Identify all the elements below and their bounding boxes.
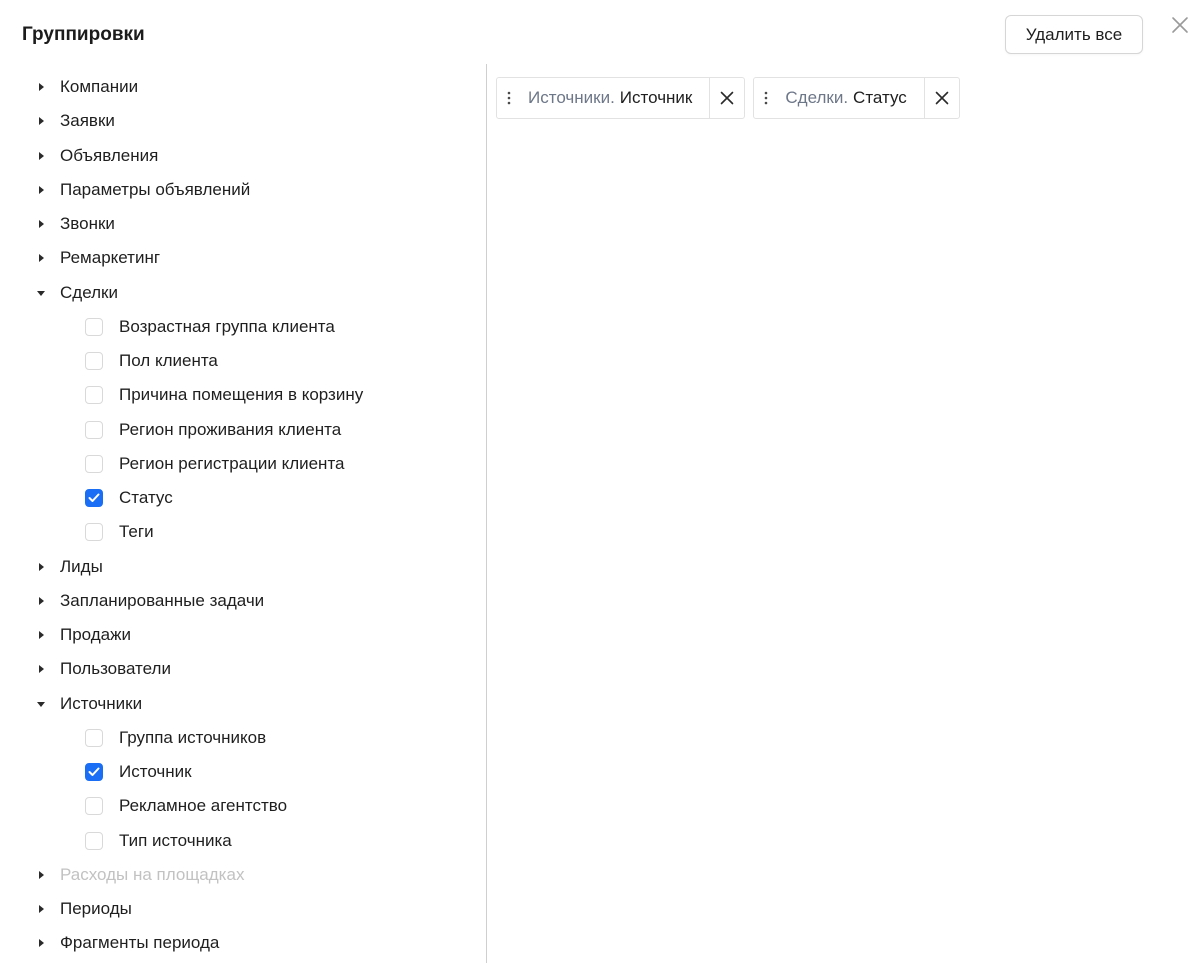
tree-item[interactable] bbox=[0, 481, 480, 515]
checkbox[interactable] bbox=[85, 797, 103, 815]
tree-item[interactable] bbox=[0, 413, 480, 447]
grouping-tree bbox=[0, 70, 480, 961]
close-icon[interactable] bbox=[1170, 15, 1190, 35]
tree-group-label: Объявления bbox=[60, 145, 159, 165]
checkbox-checked[interactable] bbox=[85, 763, 103, 781]
checkbox[interactable] bbox=[85, 832, 103, 850]
caret-down-icon bbox=[34, 286, 48, 300]
check-icon bbox=[88, 493, 100, 503]
tree-item[interactable] bbox=[0, 515, 480, 549]
tree-item-label: Теги bbox=[119, 522, 154, 542]
drag-handle-icon[interactable] bbox=[754, 78, 778, 118]
grouping-chip[interactable] bbox=[753, 77, 959, 119]
tree-item[interactable] bbox=[0, 789, 480, 823]
tree-group-sources[interactable] bbox=[0, 687, 480, 721]
tree-item[interactable] bbox=[0, 721, 480, 755]
tree-group-label: Фрагменты периода bbox=[60, 933, 220, 953]
chip-remove-button[interactable] bbox=[924, 78, 959, 118]
tree-group-label: Продажи bbox=[60, 625, 131, 645]
caret-right-icon bbox=[34, 594, 48, 608]
tree-group-label: Параметры объявлений bbox=[60, 179, 251, 199]
tree-group-label: Лиды bbox=[60, 556, 103, 576]
caret-right-icon bbox=[34, 868, 48, 882]
tree-group-label: Сделки bbox=[60, 282, 118, 302]
tree-item-label: Регион проживания клиента bbox=[119, 419, 342, 439]
caret-right-icon bbox=[34, 628, 48, 642]
chip-label bbox=[521, 78, 709, 118]
grouping-chip[interactable] bbox=[496, 77, 745, 119]
tree-item-label: Регион регистрации клиента bbox=[119, 453, 345, 473]
checkbox[interactable] bbox=[85, 729, 103, 747]
caret-right-icon bbox=[34, 251, 48, 265]
tree-group-ad-params[interactable] bbox=[0, 173, 480, 207]
tree-group-platform-costs[interactable] bbox=[0, 858, 480, 892]
tree-group-period-fragments[interactable] bbox=[0, 926, 480, 960]
tree-group-calls[interactable] bbox=[0, 207, 480, 241]
tree-item-label: Группа источников bbox=[119, 727, 267, 747]
tree-group-companies[interactable] bbox=[0, 70, 480, 104]
tree-group-periods[interactable] bbox=[0, 892, 480, 926]
tree-group-label: Компании bbox=[60, 77, 139, 97]
close-icon bbox=[720, 91, 734, 105]
checkbox[interactable] bbox=[85, 523, 103, 541]
chip-remove-button[interactable] bbox=[709, 78, 744, 118]
checkbox[interactable] bbox=[85, 318, 103, 336]
checkbox[interactable] bbox=[85, 455, 103, 473]
tree-item-label: Возрастная группа клиента bbox=[119, 316, 335, 336]
chip-label bbox=[778, 78, 923, 118]
caret-right-icon bbox=[34, 114, 48, 128]
chip-value: Источник bbox=[619, 88, 693, 107]
tree-item[interactable] bbox=[0, 310, 480, 344]
tree-item[interactable] bbox=[0, 344, 480, 378]
tree-group-scheduled-tasks[interactable] bbox=[0, 584, 480, 618]
caret-down-icon bbox=[34, 697, 48, 711]
chip-prefix: Сделки. bbox=[785, 88, 849, 107]
dialog-title: Группировки bbox=[22, 24, 145, 45]
tree-group-label: Периоды bbox=[60, 899, 132, 919]
tree-item[interactable] bbox=[0, 755, 480, 789]
tree-group-deals[interactable] bbox=[0, 276, 480, 310]
checkbox[interactable] bbox=[85, 421, 103, 439]
tree-group-label: Источники bbox=[60, 693, 143, 713]
caret-right-icon bbox=[34, 217, 48, 231]
tree-item[interactable] bbox=[0, 378, 480, 412]
chip-prefix: Источники. bbox=[528, 88, 615, 107]
tree-item-label: Тип источника bbox=[119, 830, 232, 850]
panel-divider bbox=[486, 64, 487, 963]
tree-item[interactable] bbox=[0, 447, 480, 481]
tree-item[interactable] bbox=[0, 824, 480, 858]
tree-group-ads[interactable] bbox=[0, 139, 480, 173]
tree-group-sales[interactable] bbox=[0, 618, 480, 652]
caret-right-icon bbox=[34, 149, 48, 163]
tree-item-label: Пол клиента bbox=[119, 351, 218, 371]
caret-right-icon bbox=[34, 183, 48, 197]
selected-groupings bbox=[496, 77, 960, 119]
tree-group-users[interactable] bbox=[0, 652, 480, 686]
tree-item-label: Статус bbox=[119, 488, 173, 508]
tree-group-label: Ремаркетинг bbox=[60, 248, 161, 268]
tree-group-remarketing[interactable] bbox=[0, 241, 480, 275]
tree-item-label: Причина помещения в корзину bbox=[119, 385, 364, 405]
tree-group-label: Заявки bbox=[60, 111, 115, 131]
tree-item-label: Рекламное агентство bbox=[119, 796, 288, 816]
checkbox[interactable] bbox=[85, 352, 103, 370]
check-icon bbox=[88, 767, 100, 777]
caret-right-icon bbox=[34, 80, 48, 94]
tree-group-label: Звонки bbox=[60, 214, 115, 234]
checkbox-checked[interactable] bbox=[85, 489, 103, 507]
close-icon bbox=[935, 91, 949, 105]
caret-right-icon bbox=[34, 902, 48, 916]
caret-right-icon bbox=[34, 662, 48, 676]
drag-handle-icon[interactable] bbox=[497, 78, 521, 118]
tree-group-requests[interactable] bbox=[0, 104, 480, 138]
tree-group-label: Запланированные задачи bbox=[60, 590, 265, 610]
tree-group-label: Расходы на площадках bbox=[60, 864, 245, 884]
tree-group-leads[interactable] bbox=[0, 550, 480, 584]
tree-item-label: Источник bbox=[119, 762, 192, 782]
caret-right-icon bbox=[34, 936, 48, 950]
checkbox[interactable] bbox=[85, 386, 103, 404]
caret-right-icon bbox=[34, 560, 48, 574]
tree-group-label: Пользователи bbox=[60, 659, 171, 679]
delete-all-button[interactable]: Удалить все bbox=[1005, 15, 1143, 54]
chip-value: Статус bbox=[853, 88, 907, 107]
